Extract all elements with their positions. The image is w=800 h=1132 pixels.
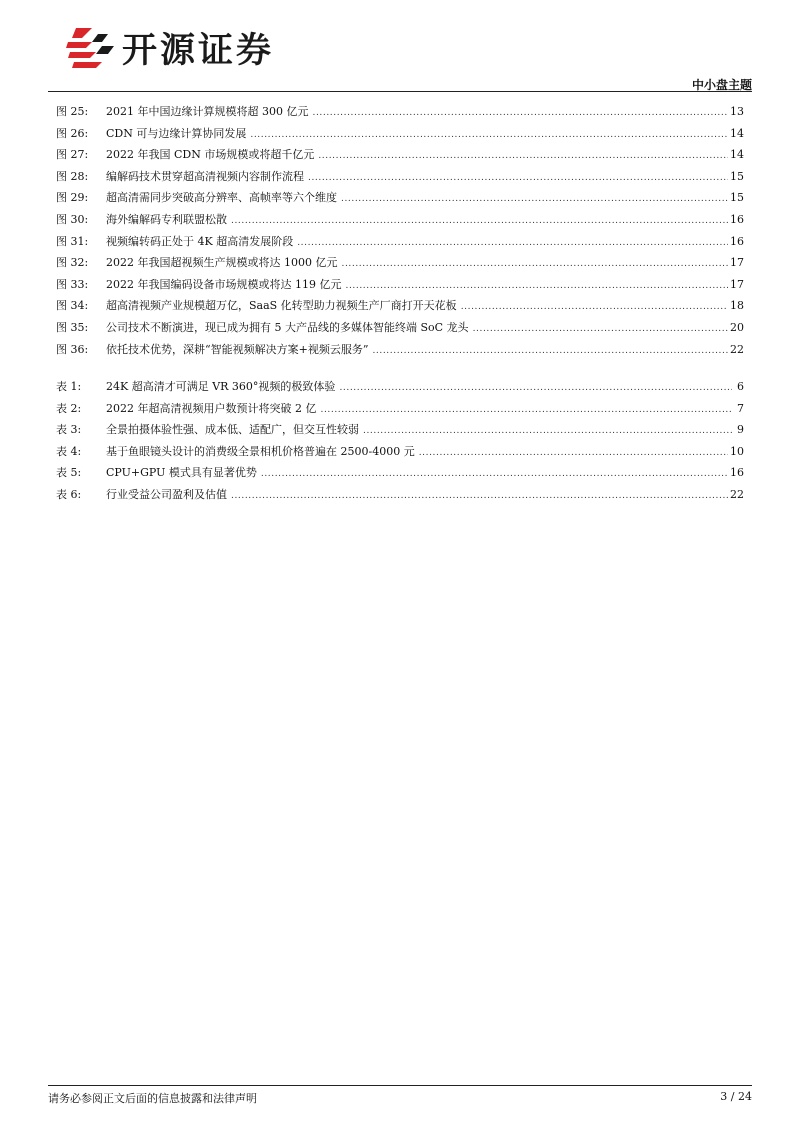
toc-entry-page: 16 xyxy=(730,212,744,226)
toc-entry-page: 7 xyxy=(737,401,744,415)
toc-entry-title: CPU+GPU 模式具有显著优势 xyxy=(106,466,257,480)
dot-leader xyxy=(345,274,728,296)
toc-entry-title: 基于鱼眼镜头设计的消费级全景相机价格普遍在 2500-4000 元 xyxy=(106,444,415,458)
toc-entry-figure-25[interactable] xyxy=(56,101,744,123)
toc-entry-page: 17 xyxy=(730,256,744,270)
toc-entry-title: 公司技术不断演进，现已成为拥有 5 大产品线的多媒体智能终端 SoC 龙头 xyxy=(106,320,469,334)
dot-leader xyxy=(372,339,728,361)
toc-entry-page: 16 xyxy=(730,234,744,248)
toc-entry-title: 依托技术优势，深耕“智能视频解决方案+视频云服务” xyxy=(106,342,369,356)
toc-entry-page: 18 xyxy=(730,299,744,313)
toc-entry-label: 表 3: xyxy=(56,423,82,437)
dot-leader xyxy=(312,101,728,123)
toc-entry-title: CDN 可与边缘计算协同发展 xyxy=(106,126,247,140)
dot-leader xyxy=(339,376,732,398)
toc-entry-figure-36[interactable] xyxy=(56,339,744,361)
toc-entry-page: 6 xyxy=(737,380,744,393)
dot-leader xyxy=(261,462,728,484)
dot-leader xyxy=(320,398,732,420)
toc-entry-title: 行业受益公司盈利及估值 xyxy=(106,487,227,501)
toc-entry-label: 图 29: xyxy=(56,191,89,205)
toc-entry-label: 图 33: xyxy=(56,277,89,291)
toc-entry-title: 编解码技术贯穿超高清视频内容制作流程 xyxy=(106,169,304,183)
toc-entry-label: 表 4: xyxy=(56,444,82,458)
dot-leader xyxy=(341,187,728,209)
toc-entry-table-2[interactable] xyxy=(56,398,744,420)
brand-logo xyxy=(62,24,274,72)
dot-leader xyxy=(250,123,728,145)
toc-entry-title: 海外编解码专利联盟松散 xyxy=(106,212,227,226)
toc-entry-figure-34[interactable] xyxy=(56,295,744,317)
toc-entry-table-4[interactable] xyxy=(56,441,744,463)
toc-entry-label: 图 34: xyxy=(56,299,89,313)
toc-entry-page: 9 xyxy=(737,423,744,437)
brand-mark-icon xyxy=(62,24,118,72)
toc-entry-label: 图 32: xyxy=(56,256,89,270)
toc-entry-title: 2022 年我国编码设备市场规模或将达 119 亿元 xyxy=(106,277,342,291)
toc-entry-table-3[interactable] xyxy=(56,419,744,441)
toc-entry-title: 2021 年中国边缘计算规模将超 300 亿元 xyxy=(106,105,309,118)
toc-entry-label: 表 5: xyxy=(56,466,82,480)
toc-entry-label: 图 36: xyxy=(56,342,89,356)
toc-entry-label: 图 25: xyxy=(56,105,89,118)
toc-entry-label: 表 1: xyxy=(56,380,82,393)
footer-divider xyxy=(48,1085,752,1086)
toc-entry-page: 14 xyxy=(730,148,744,162)
toc-entry-label: 图 35: xyxy=(56,320,89,334)
table-list xyxy=(56,376,744,506)
dot-leader xyxy=(341,252,728,274)
toc-entry-title: 2022 年超高清视频用户数预计将突破 2 亿 xyxy=(106,401,317,415)
dot-leader xyxy=(318,144,728,166)
toc-entry-title: 超高清视频产业规模超万亿，SaaS 化转型助力视频生产厂商打开天花板 xyxy=(106,299,457,313)
toc-entry-table-5[interactable] xyxy=(56,462,744,484)
toc-entry-figure-26[interactable] xyxy=(56,123,744,145)
toc-entry-figure-32[interactable] xyxy=(56,252,744,274)
toc-entry-page: 20 xyxy=(730,320,744,334)
toc-entry-label: 图 31: xyxy=(56,234,89,248)
toc-entry-title: 24K 超高清才可满足 VR 360°视频的极致体验 xyxy=(106,380,336,393)
toc-entry-figure-35[interactable] xyxy=(56,317,744,339)
figure-list xyxy=(56,101,744,360)
toc-entry-label: 图 30: xyxy=(56,212,89,226)
toc-entry-page: 15 xyxy=(730,191,744,205)
toc-entry-title: 超高清需同步突破高分辨率、高帧率等六个维度 xyxy=(106,191,337,205)
header-divider xyxy=(48,91,752,92)
toc-entry-title: 全景拍摄体验性强、成本低、适配广，但交互性较弱 xyxy=(106,423,359,437)
dot-leader xyxy=(363,419,732,441)
toc-entry-label: 表 6: xyxy=(56,487,82,501)
toc-entry-page: 22 xyxy=(730,487,744,501)
toc-entry-page: 10 xyxy=(730,444,744,458)
toc-entry-page: 17 xyxy=(730,277,744,291)
section-label: 中小盘主题 xyxy=(691,78,752,92)
dot-leader xyxy=(297,231,728,253)
toc-entry-title: 2022 年我国 CDN 市场规模或将超千亿元 xyxy=(106,148,315,162)
toc-entry-title: 2022 年我国超视频生产规模或将达 1000 亿元 xyxy=(106,256,338,270)
toc-entry-title: 视频编转码正处于 4K 超高清发展阶段 xyxy=(106,234,294,248)
toc-entry-label: 图 26: xyxy=(56,126,89,140)
dot-leader xyxy=(473,317,728,339)
dot-leader xyxy=(231,484,728,506)
page-indicator: 3 / 24 xyxy=(720,1090,752,1103)
toc-entry-label: 图 28: xyxy=(56,169,89,183)
toc-entry-figure-29[interactable] xyxy=(56,187,744,209)
toc-entry-page: 16 xyxy=(730,466,744,480)
toc-entry-figure-33[interactable] xyxy=(56,274,744,296)
toc-entry-page: 14 xyxy=(730,126,744,140)
toc-entry-figure-27[interactable] xyxy=(56,144,744,166)
brand-name: 开源证券 xyxy=(122,31,275,71)
dot-leader xyxy=(419,441,728,463)
toc-entry-label: 图 27: xyxy=(56,148,89,162)
dot-leader xyxy=(308,166,728,188)
dot-leader xyxy=(231,209,728,231)
dot-leader xyxy=(461,295,728,317)
toc-entry-figure-31[interactable] xyxy=(56,231,744,253)
footer-disclaimer: 请务必参阅正文后面的信息披露和法律声明 xyxy=(48,1092,257,1105)
toc-entry-table-6[interactable] xyxy=(56,484,744,506)
toc-entry-table-1[interactable] xyxy=(56,376,744,398)
toc-entry-page: 22 xyxy=(730,342,744,356)
toc-entry-figure-28[interactable] xyxy=(56,166,744,188)
toc-entry-figure-30[interactable] xyxy=(56,209,744,231)
toc-entry-page: 15 xyxy=(730,169,744,183)
toc-entry-label: 表 2: xyxy=(56,401,82,415)
toc-entry-page: 13 xyxy=(730,105,744,118)
